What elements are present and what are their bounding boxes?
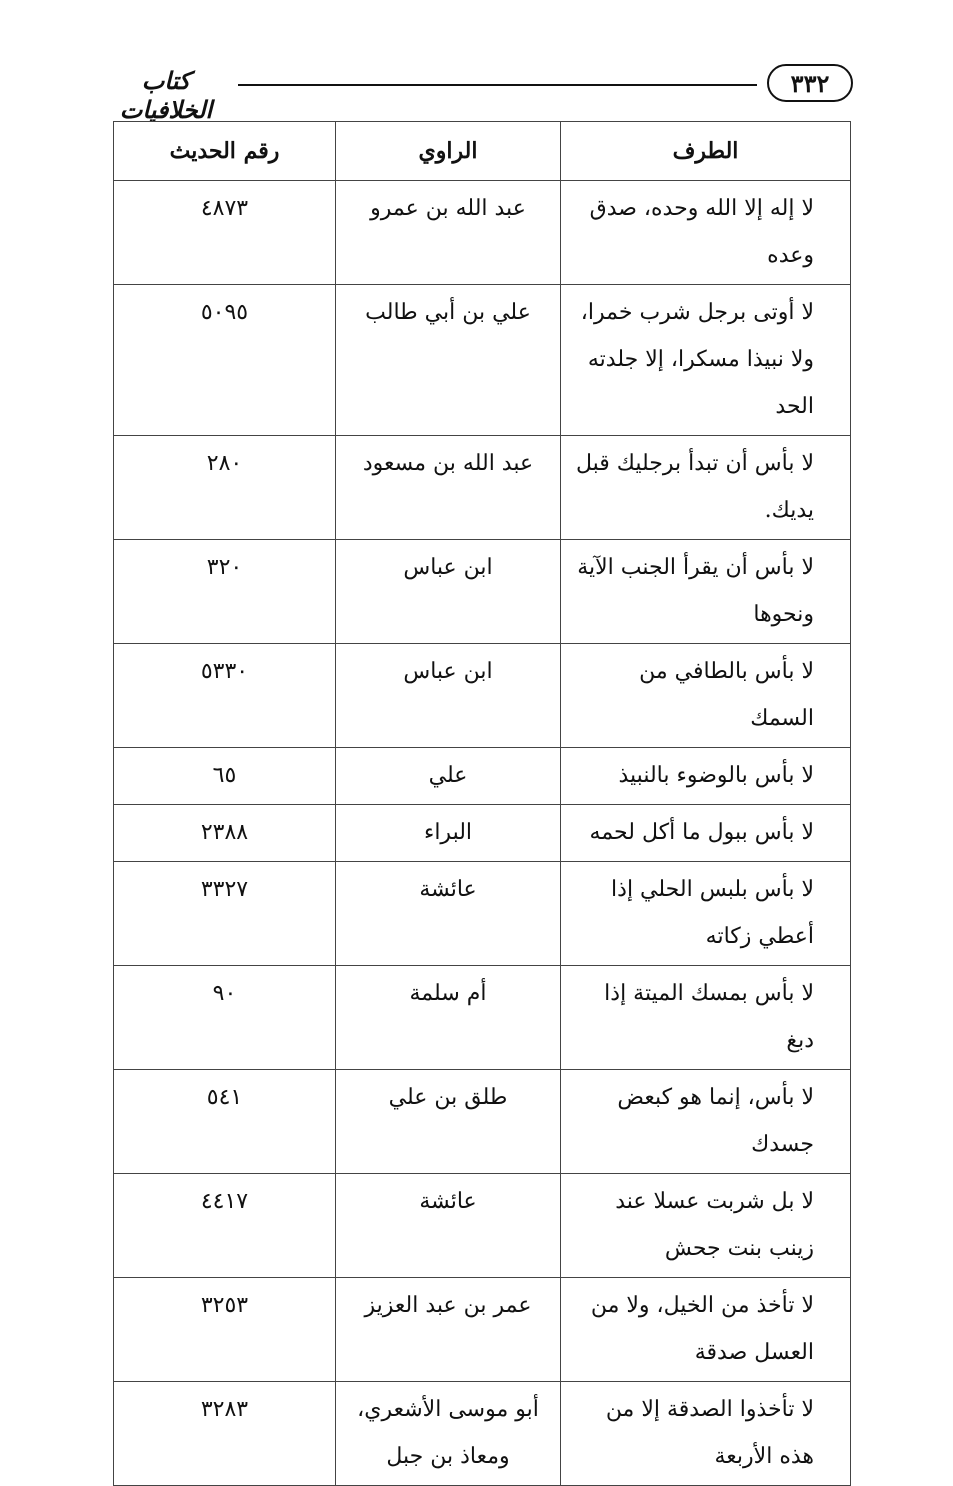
cell-rawi: عائشة	[336, 862, 561, 966]
table-row	[114, 966, 851, 1070]
cell-taraf: لا بأس بلبس الحلي إذا أعطي زكاته	[561, 862, 851, 966]
table-row	[114, 1382, 851, 1486]
cell-number: ٩٠	[114, 966, 336, 1070]
cell-taraf: لا بأس بالوضوء بالنبيذ	[561, 748, 851, 805]
cell-number: ٥٣٣٠	[114, 644, 336, 748]
table-row	[114, 181, 851, 285]
cell-rawi: علي	[336, 748, 561, 805]
hadith-index-table	[113, 121, 851, 1486]
cell-number: ٥٤١	[114, 1070, 336, 1174]
cell-number: ٣٢٥٣	[114, 1278, 336, 1382]
cell-rawi: البراء	[336, 805, 561, 862]
table-body	[114, 181, 851, 1486]
header-rule	[238, 84, 757, 86]
table-row	[114, 644, 851, 748]
table-header-row	[114, 122, 851, 181]
cell-taraf: لا بأس أن تبدأ برجليك قبل يديك.	[561, 436, 851, 540]
table-row	[114, 436, 851, 540]
column-header-rawi: الراوي	[336, 122, 561, 181]
table-row	[114, 748, 851, 805]
cell-rawi: أم سلمة	[336, 966, 561, 1070]
cell-rawi: طلق بن علي	[336, 1070, 561, 1174]
cell-taraf: لا إله إلا الله وحده، صدق وعده	[561, 181, 851, 285]
book-title: كتاب الخلافيات	[119, 66, 213, 124]
cell-number: ٣٢٠	[114, 540, 336, 644]
cell-rawi: عمر بن عبد العزيز	[336, 1278, 561, 1382]
cell-rawi: عبد الله بن عمرو	[336, 181, 561, 285]
table-row	[114, 1174, 851, 1278]
column-header-number: رقم الحديث	[114, 122, 336, 181]
table-row	[114, 1278, 851, 1382]
hadith-index-table-wrapper	[113, 121, 850, 1486]
cell-taraf: لا بل شربت عسلا عند زينب بنت جحش	[561, 1174, 851, 1278]
cell-number: ٢٨٠	[114, 436, 336, 540]
cell-rawi: أبو موسى الأشعري، ومعاذ بن جبل	[336, 1382, 561, 1486]
cell-taraf: لا بأس بالطافي من السمك	[561, 644, 851, 748]
table-row	[114, 285, 851, 436]
cell-rawi: عائشة	[336, 1174, 561, 1278]
cell-number: ٣٢٨٣	[114, 1382, 336, 1486]
table-row	[114, 862, 851, 966]
cell-number: ٥٠٩٥	[114, 285, 336, 436]
cell-number: ٦٥	[114, 748, 336, 805]
cell-rawi: عبد الله بن مسعود	[336, 436, 561, 540]
cell-number: ٤٤١٧	[114, 1174, 336, 1278]
table-row	[114, 540, 851, 644]
column-header-taraf: الطرف	[561, 122, 851, 181]
cell-rawi: ابن عباس	[336, 540, 561, 644]
cell-number: ٣٣٢٧	[114, 862, 336, 966]
page-number: ٣٣٢	[767, 64, 853, 102]
table-row	[114, 805, 851, 862]
cell-taraf: لا بأس، إنما هو كبعض جسدك	[561, 1070, 851, 1174]
cell-taraf: لا بأس ببول ما أكل لحمه	[561, 805, 851, 862]
cell-taraf: لا تأخذ من الخيل، ولا من العسل صدقة	[561, 1278, 851, 1382]
cell-number: ٢٣٨٨	[114, 805, 336, 862]
cell-taraf: لا بأس بمسك الميتة إذا دبغ	[561, 966, 851, 1070]
cell-number: ٤٨٧٣	[114, 181, 336, 285]
cell-taraf: لا أوتى برجل شرب خمرا، ولا نبيذا مسكرا، إلا جلدته الحد	[561, 285, 851, 436]
cell-rawi: ابن عباس	[336, 644, 561, 748]
cell-taraf: لا تأخذوا الصدقة إلا من هذه الأربعة	[561, 1382, 851, 1486]
cell-rawi: علي بن أبي طالب	[336, 285, 561, 436]
cell-taraf: لا بأس أن يقرأ الجنب الآية ونحوها	[561, 540, 851, 644]
page-header	[100, 62, 853, 124]
table-row	[114, 1070, 851, 1174]
